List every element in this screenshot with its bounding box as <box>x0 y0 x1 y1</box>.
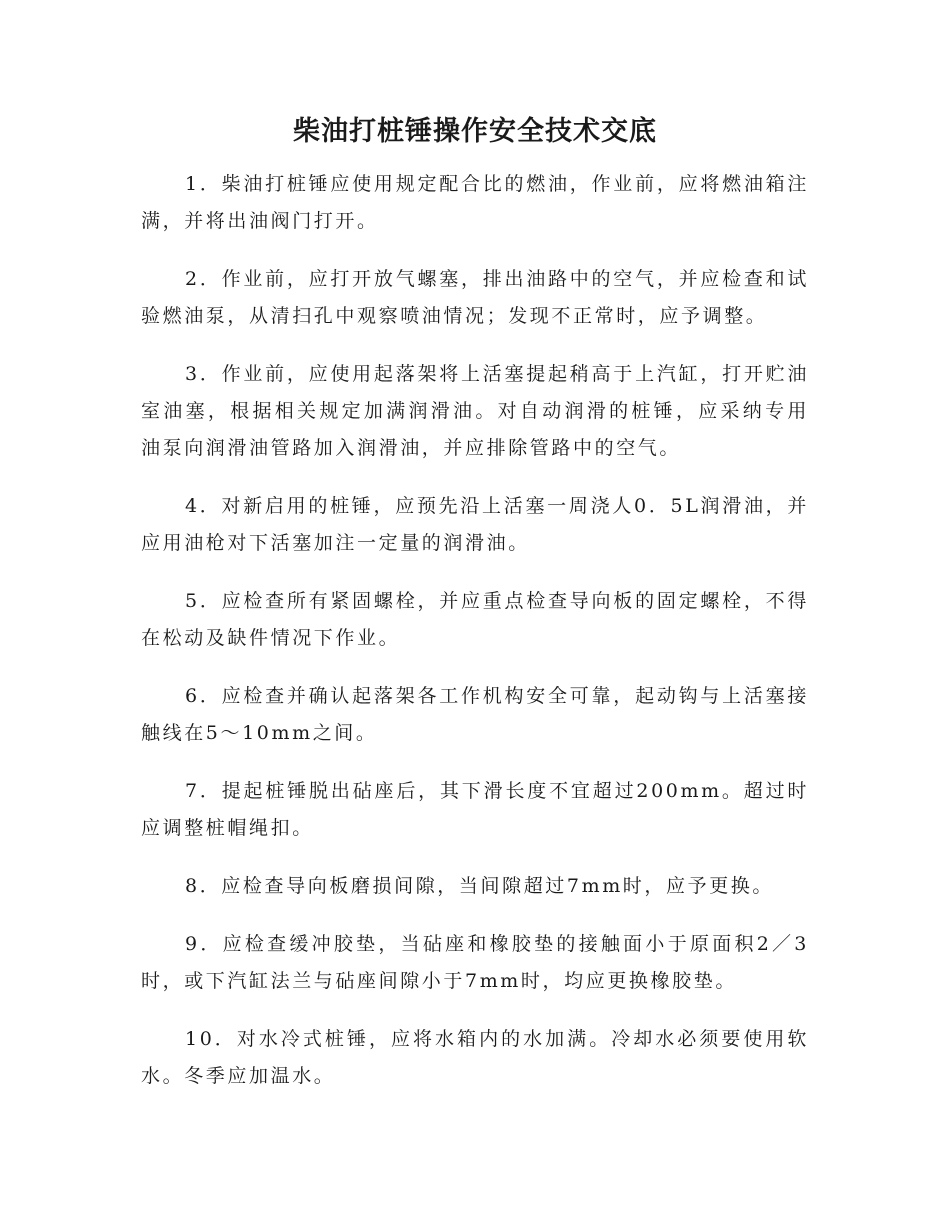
paragraph-2: 2．作业前，应打开放气螺塞，排出油路中的空气，并应检查和试验燃油泵，从清扫孔中观察喷油情况；发现不正常时，应予调整。 <box>141 268 809 327</box>
paragraph-5: 5．应检查所有紧固螺栓，并应重点检查导向板的固定螺栓，不得在松动及缺件情况下作业。 <box>141 590 809 649</box>
paragraph-6: 6．应检查并确认起落架各工作机构安全可靠，起动钩与上活塞接触线在5～10mm之间。 <box>141 685 809 744</box>
document-title: 柴油打桩锤操作安全技术交底 <box>293 116 657 147</box>
paragraph-4: 4．对新启用的桩锤，应预先沿上活塞一周浇人0．5L润滑油，并应用油枪对下活塞加注一定量的润滑油。 <box>141 495 809 554</box>
paragraph-3: 3．作业前，应使用起落架将上活塞提起稍高于上汽缸，打开贮油室油塞，根据相关规定加满润滑油。对自动润滑的桩锤，应采纳专用油泵向润滑油管路加入润滑油，并应排除管路中的空气。 <box>141 363 809 459</box>
paragraph-8: 8．应检查导向板磨损间隙，当间隙超过7mm时，应予更换。 <box>185 875 775 897</box>
paragraph-7: 7．提起桩锤脱出砧座后，其下滑长度不宜超过200mm。超过时应调整桩帽绳扣。 <box>141 780 809 839</box>
document-body <box>141 166 809 1116</box>
paragraph-10: 10．对水冷式桩锤，应将水箱内的水加满。冷却水必须要使用软水。冬季应加温水。 <box>141 1028 809 1087</box>
paragraph-1: 1．柴油打桩锤应使用规定配合比的燃油，作业前，应将燃油箱注满，并将出油阀门打开。 <box>141 173 809 232</box>
paragraph-9: 9．应检查缓冲胶垫，当砧座和橡胶垫的接触面小于原面积2／3时，或下汽缸法兰与砧座间隙小于7mm时，均应更换橡胶垫。 <box>141 933 809 992</box>
